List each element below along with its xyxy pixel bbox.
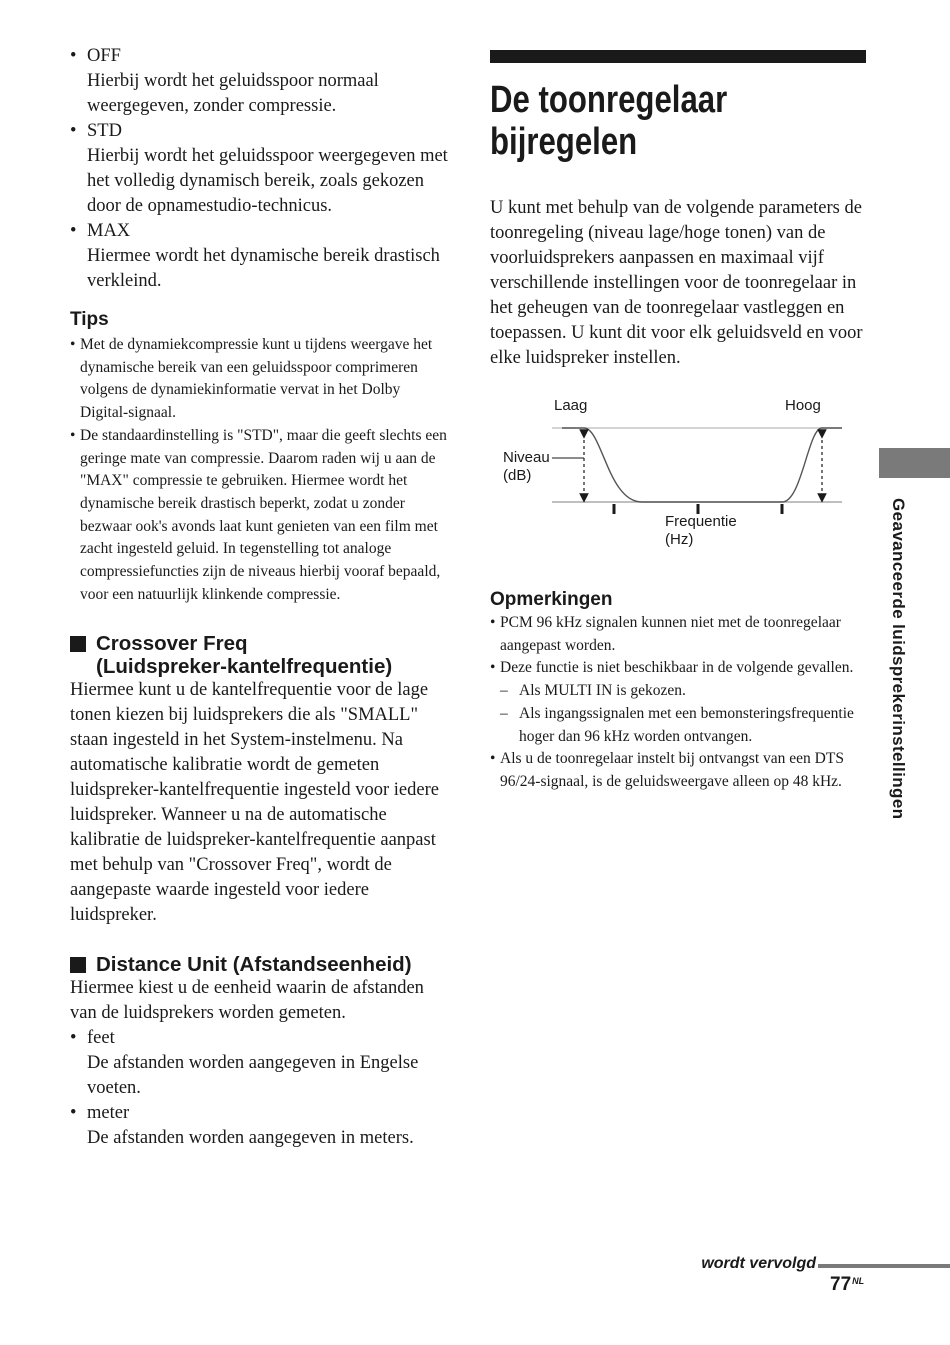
- section-title: Crossover Freq: [96, 632, 248, 656]
- note-subtext: Als MULTI IN is gekozen.: [519, 682, 686, 700]
- page-language-suffix: NL: [852, 1276, 865, 1286]
- bullet-marker: •: [70, 426, 76, 444]
- note-subitem: [490, 703, 868, 748]
- crossover-text: Hiermee kunt u de kantelfrequentie voor de lage tonen kiezen bij luidsprekers die als "SMALL" staan ingesteld in het System-instelmenu. Na automatische kalibratie wordt de gemeten luidspreker-kantelfrequentie ingesteld voor iedere luidspreker. Wanneer u na de automatische kalibratie de luidspreker-kantelfrequentie aanpast met behulp van "Crossover Freq", wordt de aangepaste waarde ingesteld voor iedere luidspreker.: [70, 680, 439, 926]
- note-text: Als u de toonregelaar instelt bij ontvangst van een DTS 96/24-signaal, is de geluidsweergave alleen op 48 kHz.: [500, 750, 844, 790]
- option-description: Hiermee wordt het dynamische bereik drastisch verkleind.: [87, 246, 440, 291]
- page-number: [830, 1274, 864, 1296]
- list-item: [70, 1101, 450, 1126]
- list-item: [70, 44, 450, 69]
- label-frequency: Frequentie: [665, 513, 737, 530]
- bullet-marker: •: [70, 1103, 77, 1124]
- notes-block: [490, 588, 868, 794]
- section-heading-crossover: [70, 632, 450, 678]
- tip-text: Met de dynamiekcompressie kunt u tijdens weergave het dynamische bereik van een geluidsspoor comprimeren volgens de dynamiekinformatie vervat in het Dolby Digital-signaal.: [80, 336, 433, 422]
- footer-rule: [818, 1264, 950, 1268]
- label-high: Hoog: [785, 397, 821, 414]
- bullet-marker: •: [490, 659, 496, 677]
- note-subtext: Als ingangssignalen met een bemonsteringsfrequentie hoger dan 96 kHz worden ontvangen.: [519, 704, 854, 745]
- label-level: Niveau: [503, 449, 550, 466]
- label-low: Laag: [554, 397, 588, 414]
- note-text: Deze functie is niet beschikbaar in de volgende gevallen.: [500, 659, 854, 677]
- note-item: [490, 612, 868, 657]
- section-heading-distance: [70, 953, 450, 976]
- chapter-label: Geavanceerde luidsprekerinstellingen: [889, 498, 908, 820]
- note-item: [490, 748, 868, 793]
- section-subtitle: (Luidspreker-kantelfrequentie): [96, 655, 393, 679]
- bullet-marker: •: [70, 46, 77, 66]
- option-label: meter: [87, 1103, 130, 1124]
- dash-marker: –: [500, 682, 508, 700]
- page-title: [490, 79, 867, 163]
- note-subitem: [490, 680, 868, 703]
- tip-item: [70, 334, 450, 425]
- option-description: De afstanden worden aangegeven in meters.: [87, 1128, 414, 1149]
- list-item: [70, 1026, 450, 1051]
- label-frequency-unit: (Hz): [665, 531, 694, 548]
- bullet-marker: •: [70, 221, 77, 241]
- title-line: De toonregelaar: [490, 79, 728, 121]
- bullet-marker: •: [490, 750, 496, 768]
- option-description: De afstanden worden aangegeven in Engelse voeten.: [87, 1053, 419, 1099]
- distance-text: Hiermee kiest u de eenheid waarin de afstanden van de luidsprekers worden gemeten.: [70, 978, 424, 1024]
- title-line: bijregelen: [490, 121, 638, 163]
- page-number-value: 77: [830, 1274, 852, 1295]
- notes-heading: Opmerkingen: [490, 589, 613, 610]
- intro-text: U kunt met behulp van de volgende parameters de toonregeling (niveau lage/hoge tonen) van de voorluidsprekers aanpassen en maximaal vijf verschillende instellingen voor de toonregelaar in het geheugen van de toonregelaar vastleggen en toepassen. U kunt dit voor elk geluidsveld en voor elke luidspreker instellen.: [490, 198, 863, 368]
- dash-marker: –: [500, 704, 508, 722]
- tip-item: [70, 425, 450, 607]
- note-text: PCM 96 kHz signalen kunnen niet met de toonregelaar aangepast worden.: [500, 614, 841, 654]
- option-label: OFF: [87, 46, 121, 66]
- label-level-unit: (dB): [503, 467, 532, 484]
- option-description: Hierbij wordt het geluidsspoor normaal weergegeven, zonder compressie.: [87, 71, 379, 116]
- option-label: STD: [87, 121, 122, 141]
- section-title: Distance Unit (Afstandseenheid): [96, 953, 412, 977]
- tone-curve-figure: [490, 390, 850, 555]
- bullet-marker: •: [490, 614, 496, 631]
- continued-label: wordt vervolgd: [701, 1255, 816, 1272]
- option-label: MAX: [87, 221, 131, 241]
- square-bullet-icon: [70, 957, 86, 973]
- bullet-marker: •: [70, 121, 77, 141]
- note-item: [490, 657, 868, 680]
- title-rule: [490, 50, 866, 63]
- bullet-marker: •: [70, 336, 76, 353]
- list-item: [70, 119, 450, 144]
- square-bullet-icon: [70, 636, 86, 652]
- chapter-tab: [879, 448, 950, 478]
- option-description: Hierbij wordt het geluidsspoor weergegeven met het volledig dynamisch bereik, zoals gekozen door de opnamestudio-technicus.: [87, 146, 448, 216]
- option-label: feet: [87, 1028, 115, 1049]
- tone-curve: [562, 428, 842, 502]
- left-column: [70, 44, 450, 1151]
- tone-control-diagram: [490, 390, 850, 555]
- tips-heading: Tips: [70, 309, 109, 330]
- right-column: [490, 50, 868, 371]
- bullet-marker: •: [70, 1028, 77, 1049]
- list-item: [70, 219, 450, 244]
- tip-text: De standaardinstelling is "STD", maar die geeft slechts een geringe mate van compressie. Daarom raden wij u aan de "MAX" compressie te gebruiken. Hiermee wordt het dynamische bereik drastisch beperkt, zodat u zonder bezwaar ook's avonds laat kunt genieten van een film met zacht ingesteld geluid. In tegenstelling tot analoge compressiefuncties zijn de niveaus hierbij vooraf bepaald, voor een natuurlijk klinkende compressie.: [80, 426, 447, 603]
